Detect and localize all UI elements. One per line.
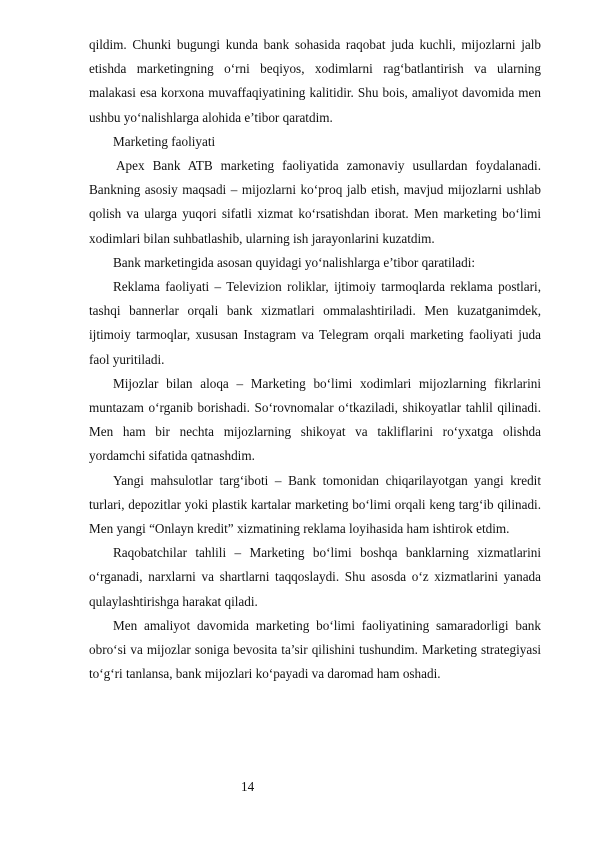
document-page: [89, 33, 541, 686]
paragraph-new-products: Yangi mahsulotlar targ‘iboti – Bank tomonidan chiqarilayotgan yangi kredit turlari, depozitlar yoki plastik kartalar marketing bo‘limi orqali keng targ‘ib qilinadi. Men yangi “Onlayn kredit” xizmatining reklama loyihasida ham ishtirok etdim.: [89, 472, 541, 537]
paragraph-intro-continuation: qildim. Chunki bugungi kunda bank sohasida raqobat juda kuchli, mijozlarni jalb etishda marketingning o‘rni beqiyos, xodimlarni rag‘batlantirish va ularning malakasi esa korxona muvaffaqiyatining kalitidir. Shu bois, amaliyot davomida men ushbu yo‘nalishlarga alohida e’tibor qaratdim.: [89, 37, 541, 125]
section-heading-marketing: Marketing faoliyati: [113, 133, 216, 149]
paragraph-advertising: Reklama faoliyati – Televizion roliklar, ijtimoiy tarmoqlarda reklama postlari, tashqi bannerlar orqali bank xizmatlari ommalashtiriladi. Men kuzatganimdek, ijtimoiy tarmoqlar, xususan Instagram va Telegram orqali marketing faoliyati juda faol yuritiladi.: [89, 279, 541, 367]
paragraph-competitor-analysis: Raqobatchilar tahlili – Marketing bo‘limi boshqa banklarning xizmatlarini o‘rganadi, narxlarni va shartlarni taqqoslaydi. Shu asosda o‘z xizmatlarini yanada qulaylashtirishga harakat qiladi.: [89, 545, 541, 609]
page-number: 14: [241, 779, 255, 794]
paragraph-conclusion: Men amaliyot davomida marketing bo‘limi faoliyatining samaradorligi bank obro‘si va mijozlar soniga bevosita ta’sir qilishini tushundim. Marketing strategiyasi to‘g‘ri tanlansa, bank mijozlari ko‘payadi va daromad ham oshadi.: [89, 617, 541, 682]
paragraph-client-contact: Mijozlar bilan aloqa – Marketing bo‘limi xodimlari mijozlarning fikrlarini muntazam o‘rganib borishadi. So‘rovnomalar o‘tkaziladi, shikoyatlar tahlil qilinadi. Men ham bir nechta mijozlarning shikoyat va takliflarini ro‘yxatga olishda yordamchi sifatida qatnashdim.: [89, 375, 541, 464]
paragraph-marketing-directions: Bank marketingida asosan quyidagi yo‘nalishlarga e’tibor qaratiladi:: [113, 254, 476, 270]
paragraph-apex-bank-marketing: Apex Bank ATB marketing faoliyatida zamonaviy usullardan foydalanadi. Bankning asosiy maqsadi – mijozlarni ko‘proq jalb etish, mavjud mijozlarni ushlab qolish va ularga yuqori sifatli xizmat ko‘rsatishdan iborat. Men marketing bo‘limi xodimlari bilan suhbatlashib, ularning ish jarayonlarini kuzatdim.: [89, 158, 541, 246]
